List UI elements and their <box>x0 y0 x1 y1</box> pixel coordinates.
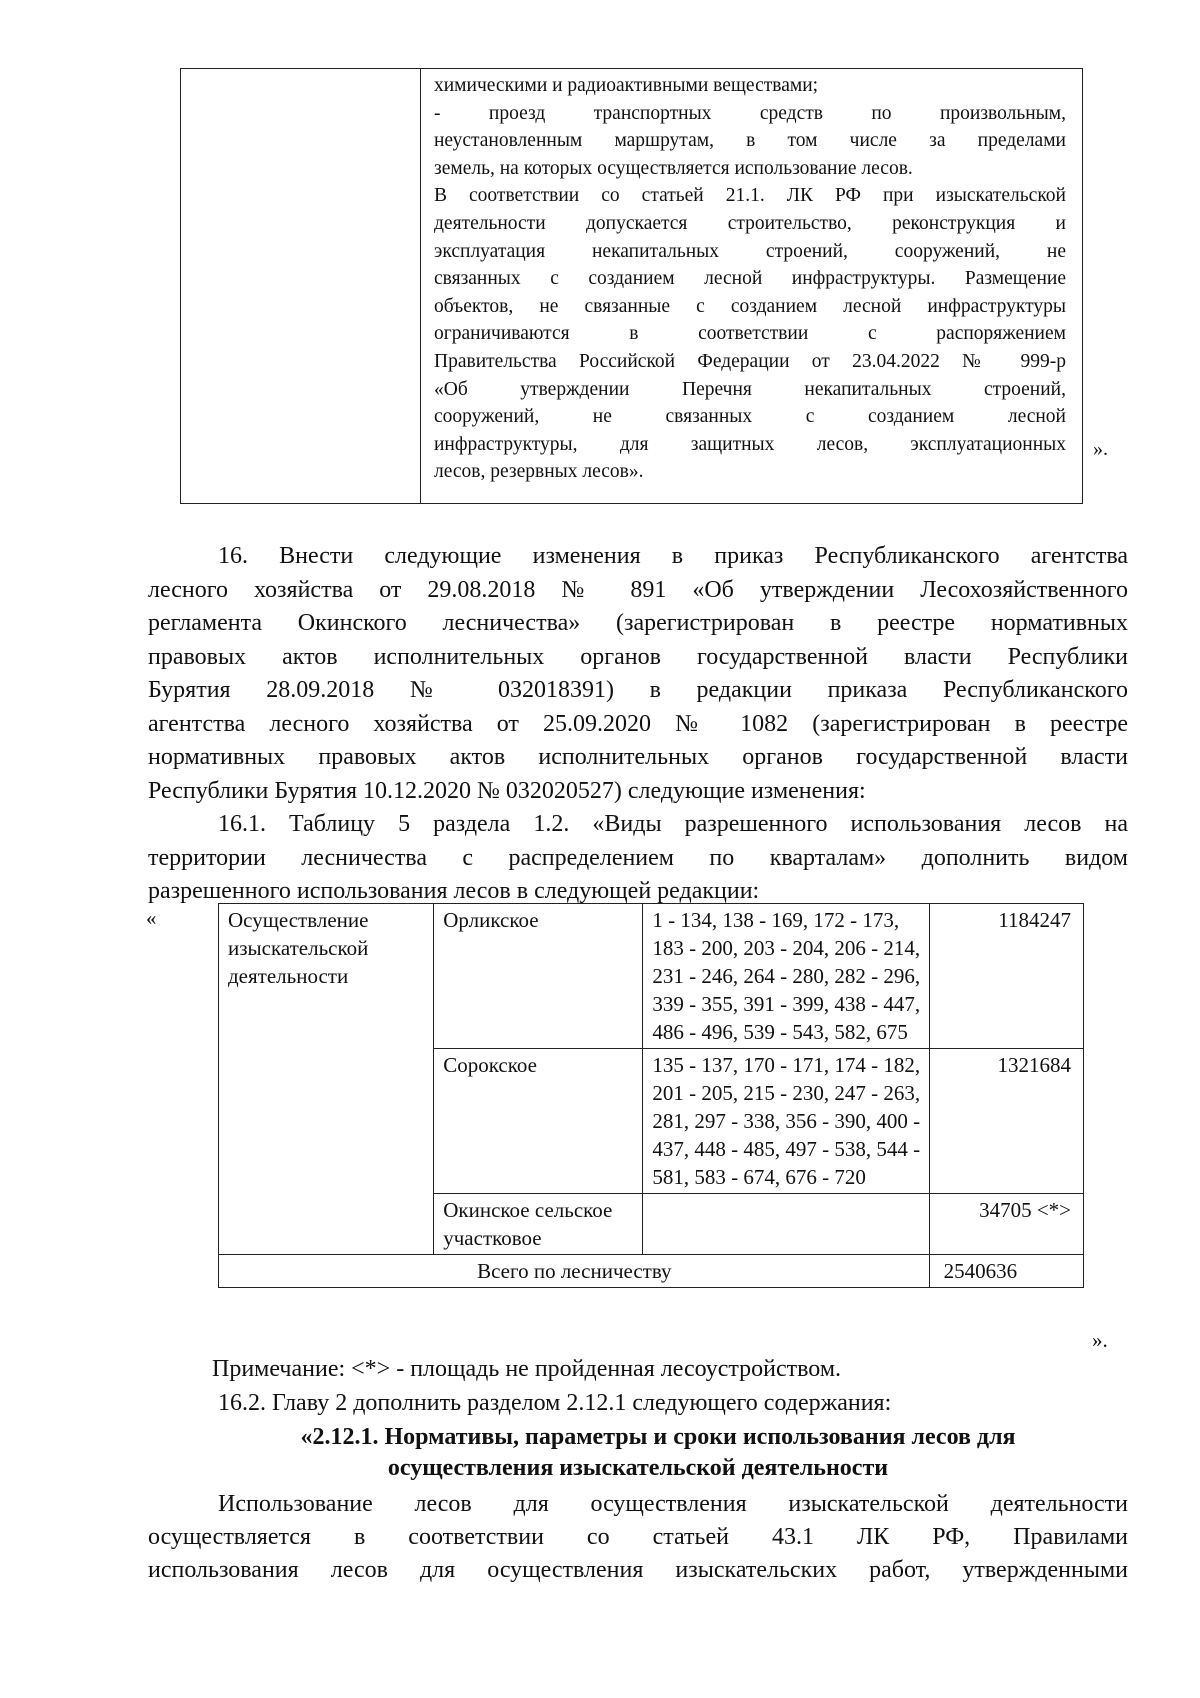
table-line: неустановленным маршрутам, в том числе за пределами <box>434 130 1066 152</box>
paragraph-line: лесного хозяйства от 29.08.2018 № 891 «Об утверждении Лесохозяйственного <box>148 576 1128 603</box>
table-line: земель, на которых осуществляется использование лесов. <box>434 157 913 179</box>
paragraph-line: агентства лесного хозяйства от 25.09.2020 № 1082 (зарегистрирован в реестре <box>148 710 1128 737</box>
paragraph-line: использования лесов для осуществления изыскательских работ, утвержденными <box>148 1557 1128 1583</box>
activity-cell: Осуществление изыскательской деятельности <box>219 904 434 1255</box>
forest-use-table <box>218 903 1084 1288</box>
paragraph-text: 16.1. Таблицу 5 раздела 1.2. «Виды разрешенного использования лесов на <box>218 811 1128 837</box>
table-cell-text <box>434 72 1066 486</box>
table-note: Примечание: <*> - площадь не пройденная лесоустройством. <box>212 1356 842 1382</box>
area-cell: 1184247 <box>929 904 1083 1049</box>
table-line: - проезд транспортных средств по произвольным, <box>434 102 1066 124</box>
table-row <box>219 904 1084 1049</box>
area-cell: 34705 <*> <box>929 1194 1083 1255</box>
table-line: объектов, не связанные с созданием лесной инфраструктуры <box>434 295 1066 317</box>
total-value: 2540636 <box>929 1255 1083 1288</box>
paragraph-line: осуществляется в соответствии со статьей 43.1 ЛК РФ, Правилами <box>148 1524 1128 1550</box>
table-line: химическими и радиоактивными веществами; <box>434 75 819 96</box>
final-paragraph <box>148 1488 1128 1587</box>
paragraph-16-1 <box>148 808 1128 909</box>
table-line: связанных с созданием лесной инфраструктуры. Размещение <box>434 268 1066 290</box>
opening-quote: « <box>146 906 157 930</box>
table-line: ограничиваются в соответствии с распоряжением <box>434 323 1066 345</box>
table-line: деятельности допускается строительство, реконструкция и <box>434 212 1066 234</box>
forestry-cell: Окинское сельское участковое <box>434 1194 643 1255</box>
section-heading <box>148 1422 1128 1484</box>
paragraph-line <box>148 540 1128 574</box>
quarters-cell <box>643 1194 929 1255</box>
table-line: инфраструктуры, для защитных лесов, эксплуатационных <box>434 433 1066 455</box>
continued-table <box>180 68 1083 504</box>
table-line: «Об утверждении Перечня некапитальных строений, <box>434 378 1066 400</box>
paragraph-line: Бурятия 28.09.2018 № 032018391) в редакции приказа Республиканского <box>148 677 1128 703</box>
total-label: Всего по лесничеству <box>219 1255 930 1288</box>
table-line: Правительства Российской Федерации от 23.04.2022 № 999-р <box>434 350 1066 372</box>
paragraph-16 <box>148 540 1128 808</box>
forestry-cell: Сорокское <box>434 1049 643 1194</box>
paragraph-text: 16. Внести следующие изменения в приказ Республиканского агентства <box>218 543 1128 569</box>
paragraph-line: территории лесничества с распределением по кварталам» дополнить видом <box>148 844 1128 871</box>
closing-quote: ». <box>1092 1328 1108 1352</box>
paragraph-line: правовых актов исполнительных органов государственной власти Республики <box>148 643 1128 670</box>
heading-line: «2.12.1. Нормативы, параметры и сроки использования лесов для <box>300 1424 1016 1450</box>
total-row <box>219 1255 1084 1288</box>
table-line: лесов, резервных лесов». <box>434 461 644 483</box>
paragraph-line: разрешенного использования лесов в следующей редакции: <box>148 878 760 904</box>
paragraph-line <box>148 808 1128 842</box>
table-line: В соответствии со статьей 21.1. ЛК РФ при изыскательской <box>434 185 1066 207</box>
closing-quote: ». <box>1093 438 1108 460</box>
paragraph-text: Использование лесов для осуществления изыскательской деятельности <box>218 1491 1128 1517</box>
heading-line: осуществления изыскательской деятельности <box>387 1455 889 1481</box>
paragraph-line: Республики Бурятия 10.12.2020 № 032020527) следующие изменения: <box>148 777 866 804</box>
quarters-cell: 1 - 134, 138 - 169, 172 - 173, 183 - 200, 203 - 204, 206 - 214, 231 - 246, 264 - 280, 282 - 296, 339 - 355, 391 - 399, 438 - 447, 486 - 496, 539 - 543, 582, 675 <box>643 904 929 1049</box>
table-column-divider <box>420 69 421 503</box>
quarters-cell: 135 - 137, 170 - 171, 174 - 182, 201 - 205, 215 - 230, 247 - 263, 281, 297 - 338, 356 - 390, 400 - 437, 448 - 485, 497 - 538, 544 - 581, 583 - 674, 676 - 720 <box>643 1049 929 1194</box>
table-line: сооружений, не связанных с созданием лесной <box>434 406 1066 428</box>
forestry-cell: Орликское <box>434 904 643 1049</box>
table-line: эксплуатация некапитальных строений, сооружений, не <box>434 240 1066 262</box>
paragraph-line: нормативных правовых актов исполнительных органов государственной власти <box>148 744 1128 770</box>
paragraph-16-2: 16.2. Главу 2 дополнить разделом 2.12.1 следующего содержания: <box>218 1390 892 1416</box>
paragraph-line <box>148 1488 1128 1521</box>
paragraph-line: регламента Окинского лесничества» (зарегистрирован в реестре нормативных <box>148 610 1128 636</box>
area-cell: 1321684 <box>929 1049 1083 1194</box>
